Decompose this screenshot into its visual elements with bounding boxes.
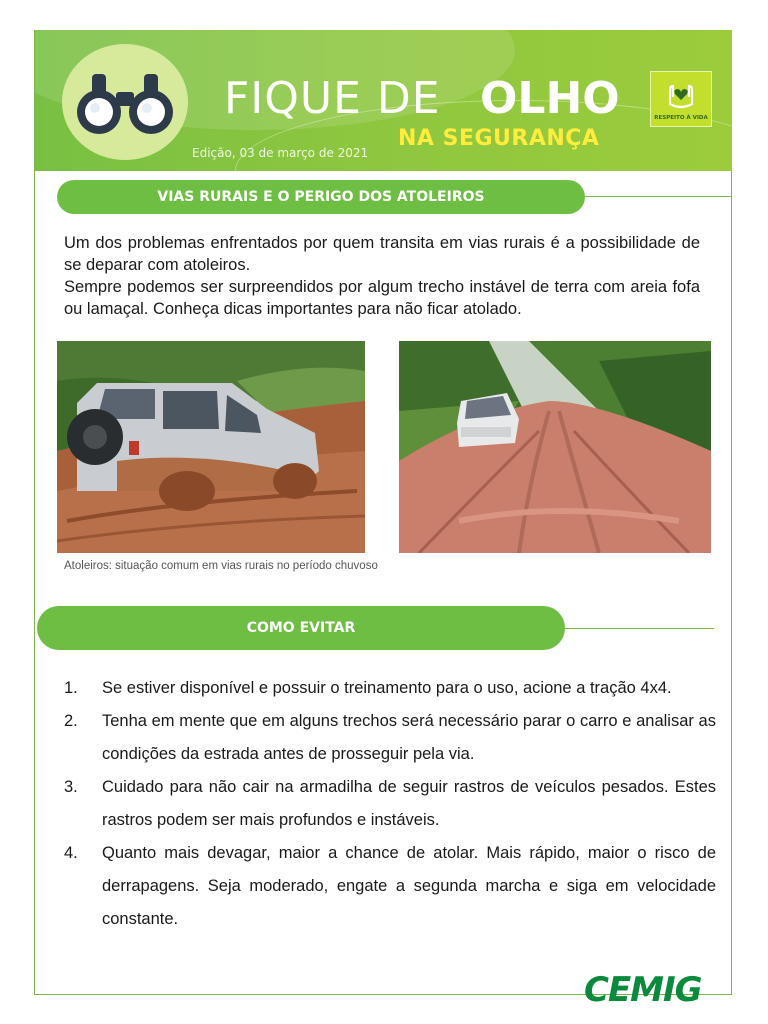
tips-list bbox=[64, 672, 716, 936]
list-number: 1. bbox=[64, 679, 78, 697]
badge-text: RESPEITO À VIDA bbox=[654, 115, 708, 121]
list-number: 4. bbox=[64, 844, 78, 862]
list-number: 3. bbox=[64, 778, 78, 796]
list-text: Tenha em mente que em alguns trechos será necessário parar o carro e analisar as condições da estrada antes de prosseguir pela via. bbox=[102, 712, 716, 763]
intro-text bbox=[64, 232, 700, 320]
section2-rule bbox=[540, 628, 714, 629]
photo-caption: Atoleiros: situação comum em vias rurais no período chuvoso bbox=[64, 560, 378, 572]
list-text: Cuidado para não cair na armadilha de seguir rastros de veículos pesados. Estes rastros podem ser mais profundos e instáveis. bbox=[102, 778, 716, 829]
edition-date: Edição, 03 de março de 2021 bbox=[192, 146, 369, 160]
binoculars-icon bbox=[62, 44, 188, 160]
list-item bbox=[64, 837, 716, 936]
photo-suv-stuck bbox=[57, 341, 365, 553]
list-number: 2. bbox=[64, 712, 78, 730]
subtitle: NA SEGURANÇA bbox=[398, 126, 600, 151]
section1-rule bbox=[560, 196, 732, 197]
list-item bbox=[64, 672, 716, 705]
section1-heading: VIAS RURAIS E O PERIGO DOS ATOLEIROS bbox=[57, 180, 585, 214]
section2-heading: COMO EVITAR bbox=[37, 606, 565, 650]
list-text: Se estiver disponível e possuir o treinamento para o uso, acione a tração 4x4. bbox=[102, 679, 672, 697]
title-light: FIQUE DE bbox=[224, 73, 441, 124]
title-bold: OLHO bbox=[480, 73, 620, 124]
intro-paragraph-1: Um dos problemas enfrentados por quem transita em vias rurais é a possibilidade de se deparar com atoleiros. bbox=[64, 234, 700, 274]
intro-paragraph-2: Sempre podemos ser surpreendidos por algum trecho instável de terra com areia fofa ou lamaçal. Conheça dicas importantes para não ficar atolado. bbox=[64, 278, 700, 318]
list-item bbox=[64, 771, 716, 837]
binoculars-badge bbox=[62, 44, 188, 160]
cemig-logo: CEMIG bbox=[584, 970, 702, 1010]
hands-heart-icon bbox=[651, 74, 711, 114]
respect-life-badge bbox=[650, 71, 712, 127]
photo-car-muddy-road bbox=[399, 341, 711, 553]
list-item bbox=[64, 705, 716, 771]
list-text: Quanto mais devagar, maior a chance de atolar. Mais rápido, maior o risco de derrapagens. Seja moderado, engate a segunda marcha e siga em velocidade constante. bbox=[102, 844, 716, 928]
